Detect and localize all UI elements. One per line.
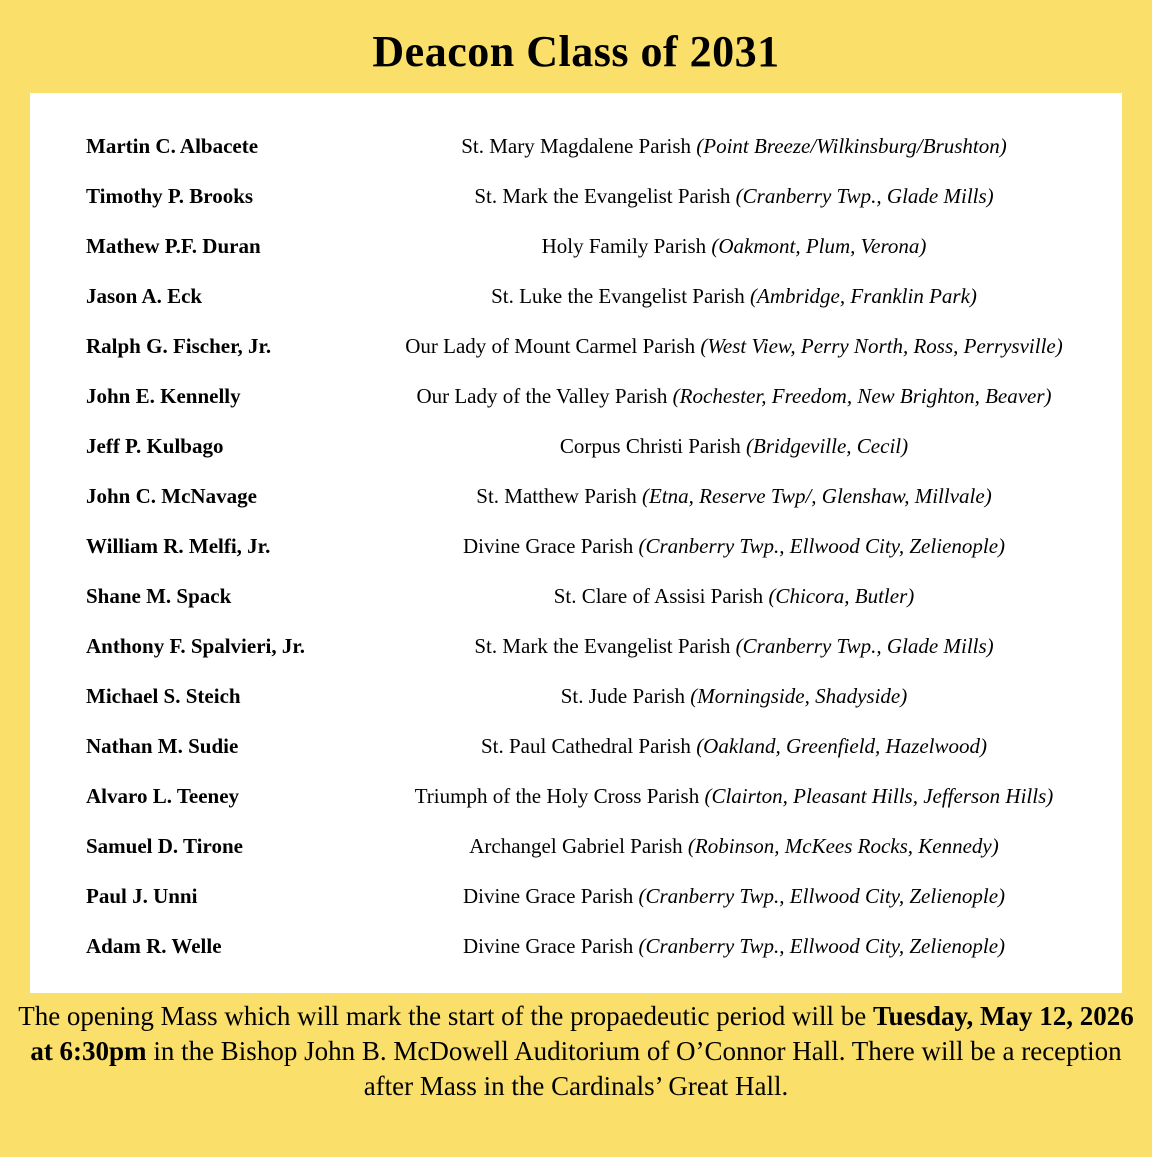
parish-name: Divine Grace Parish — [462, 884, 634, 908]
roster-row — [30, 921, 1122, 971]
roster-row — [30, 171, 1122, 221]
parish-locale: (Robinson, McKees Rocks, Kennedy) — [687, 834, 999, 858]
parish-locale: (Chicora, Butler) — [768, 584, 915, 608]
candidate-name: Anthony F. Spalvieri, Jr. — [86, 634, 305, 658]
parish-locale: (West View, Perry North, Ross, Perrysville) — [700, 334, 1063, 358]
roster-row — [30, 571, 1122, 621]
candidate-name: Alvaro L. Teeney — [86, 784, 240, 808]
parish-assignment — [386, 571, 1122, 621]
candidate-name: Michael S. Steich — [86, 684, 241, 708]
candidate-name: Paul J. Unni — [86, 884, 198, 908]
parish-name: Divine Grace Parish — [462, 534, 634, 558]
candidate-name: John C. McNavage — [86, 484, 257, 508]
parish-locale: (Point Breeze/Wilkinsburg/Brushton) — [696, 134, 1007, 158]
roster-row — [30, 221, 1122, 271]
roster-row — [30, 521, 1122, 571]
parish-locale: (Oakland, Greenfield, Hazelwood) — [696, 734, 988, 758]
parish-locale: (Cranberry Twp., Glade Mills) — [735, 634, 994, 658]
candidate-name: Timothy P. Brooks — [86, 184, 254, 208]
parish-name: Divine Grace Parish — [462, 934, 634, 958]
parish-locale: (Clairton, Pleasant Hills, Jefferson Hills) — [704, 784, 1054, 808]
parish-assignment — [386, 121, 1122, 171]
parish-name: St. Clare of Assisi Parish — [553, 584, 764, 608]
candidate-name: Shane M. Spack — [86, 584, 232, 608]
candidate-name: Samuel D. Tirone — [86, 834, 243, 858]
parish-locale: (Morningside, Shadyside) — [690, 684, 908, 708]
roster-row — [30, 471, 1122, 521]
parish-name: St. Mark the Evangelist Parish — [474, 634, 731, 658]
parish-assignment — [386, 421, 1122, 471]
candidate-name: Jeff P. Kulbago — [86, 434, 224, 458]
parish-assignment — [386, 871, 1122, 921]
page-title: Deacon Class of 2031 — [372, 27, 780, 76]
parish-assignment — [386, 621, 1122, 671]
parish-locale: (Oakmont, Plum, Verona) — [711, 234, 927, 258]
candidate-name: William R. Melfi, Jr. — [86, 534, 271, 558]
candidate-name: Mathew P.F. Duran — [86, 234, 261, 258]
parish-name: Our Lady of Mount Carmel Parish — [405, 334, 696, 358]
roster-list — [30, 121, 1122, 971]
parish-name: Archangel Gabriel Parish — [469, 834, 683, 858]
parish-name: Triumph of the Holy Cross Parish — [414, 784, 700, 808]
parish-locale: (Cranberry Twp., Ellwood City, Zelienople) — [638, 934, 1006, 958]
parish-assignment — [386, 521, 1122, 571]
parish-assignment — [386, 771, 1122, 821]
parish-locale: (Bridgeville, Cecil) — [746, 434, 909, 458]
parish-assignment — [386, 671, 1122, 721]
roster-row — [30, 871, 1122, 921]
parish-assignment — [386, 721, 1122, 771]
roster-row — [30, 671, 1122, 721]
candidate-name: John E. Kennelly — [86, 384, 241, 408]
roster-row — [30, 321, 1122, 371]
parish-name: St. Mark the Evangelist Parish — [474, 184, 731, 208]
parish-name: Our Lady of the Valley Parish — [416, 384, 668, 408]
footer-datetime: Tuesday, May 12, 2026 at 6:30pm — [30, 1001, 1134, 1066]
parish-assignment — [386, 821, 1122, 871]
roster-card — [30, 93, 1122, 993]
roster-row — [30, 121, 1122, 171]
parish-name: Corpus Christi Parish — [559, 434, 741, 458]
parish-locale: (Cranberry Twp., Ellwood City, Zelienople) — [638, 884, 1006, 908]
parish-name: St. Jude Parish — [560, 684, 686, 708]
footer-line-1: The opening Mass which will mark the start of the propaedeutic period will be — [18, 1001, 873, 1031]
parish-assignment — [386, 371, 1122, 421]
parish-assignment — [386, 471, 1122, 521]
footer-note — [0, 993, 1152, 1104]
candidate-name: Jason A. Eck — [86, 284, 203, 308]
parish-name: Holy Family Parish — [541, 234, 707, 258]
candidate-name: Nathan M. Sudie — [86, 734, 239, 758]
candidate-name: Martin C. Albacete — [86, 134, 259, 158]
parish-assignment — [386, 321, 1122, 371]
roster-row — [30, 421, 1122, 471]
parish-locale: (Rochester, Freedom, New Brighton, Beaver) — [672, 384, 1052, 408]
parish-assignment — [386, 921, 1122, 971]
roster-row — [30, 771, 1122, 821]
parish-locale: (Etna, Reserve Twp/, Glenshaw, Millvale) — [641, 484, 992, 508]
footer-line-2: in the Bishop John B. McDowell Auditorium of O’Connor Hall. There will be a reception after Mass in the Cardinals’ Great Hall. — [146, 1036, 1122, 1101]
parish-name: St. Mary Magdalene Parish — [461, 134, 692, 158]
roster-row — [30, 821, 1122, 871]
roster-row — [30, 271, 1122, 321]
candidate-name: Adam R. Welle — [86, 934, 222, 958]
parish-assignment — [386, 221, 1122, 271]
parish-locale: (Cranberry Twp., Glade Mills) — [735, 184, 994, 208]
parish-name: St. Matthew Parish — [476, 484, 637, 508]
parish-locale: (Cranberry Twp., Ellwood City, Zelienople) — [638, 534, 1006, 558]
candidate-name: Ralph G. Fischer, Jr. — [86, 334, 272, 358]
parish-locale: (Ambridge, Franklin Park) — [750, 284, 977, 308]
roster-row — [30, 371, 1122, 421]
parish-assignment — [386, 171, 1122, 221]
parish-name: St. Luke the Evangelist Parish — [491, 284, 745, 308]
parish-assignment — [386, 271, 1122, 321]
parish-name: St. Paul Cathedral Parish — [480, 734, 691, 758]
roster-row — [30, 721, 1122, 771]
roster-row — [30, 621, 1122, 671]
